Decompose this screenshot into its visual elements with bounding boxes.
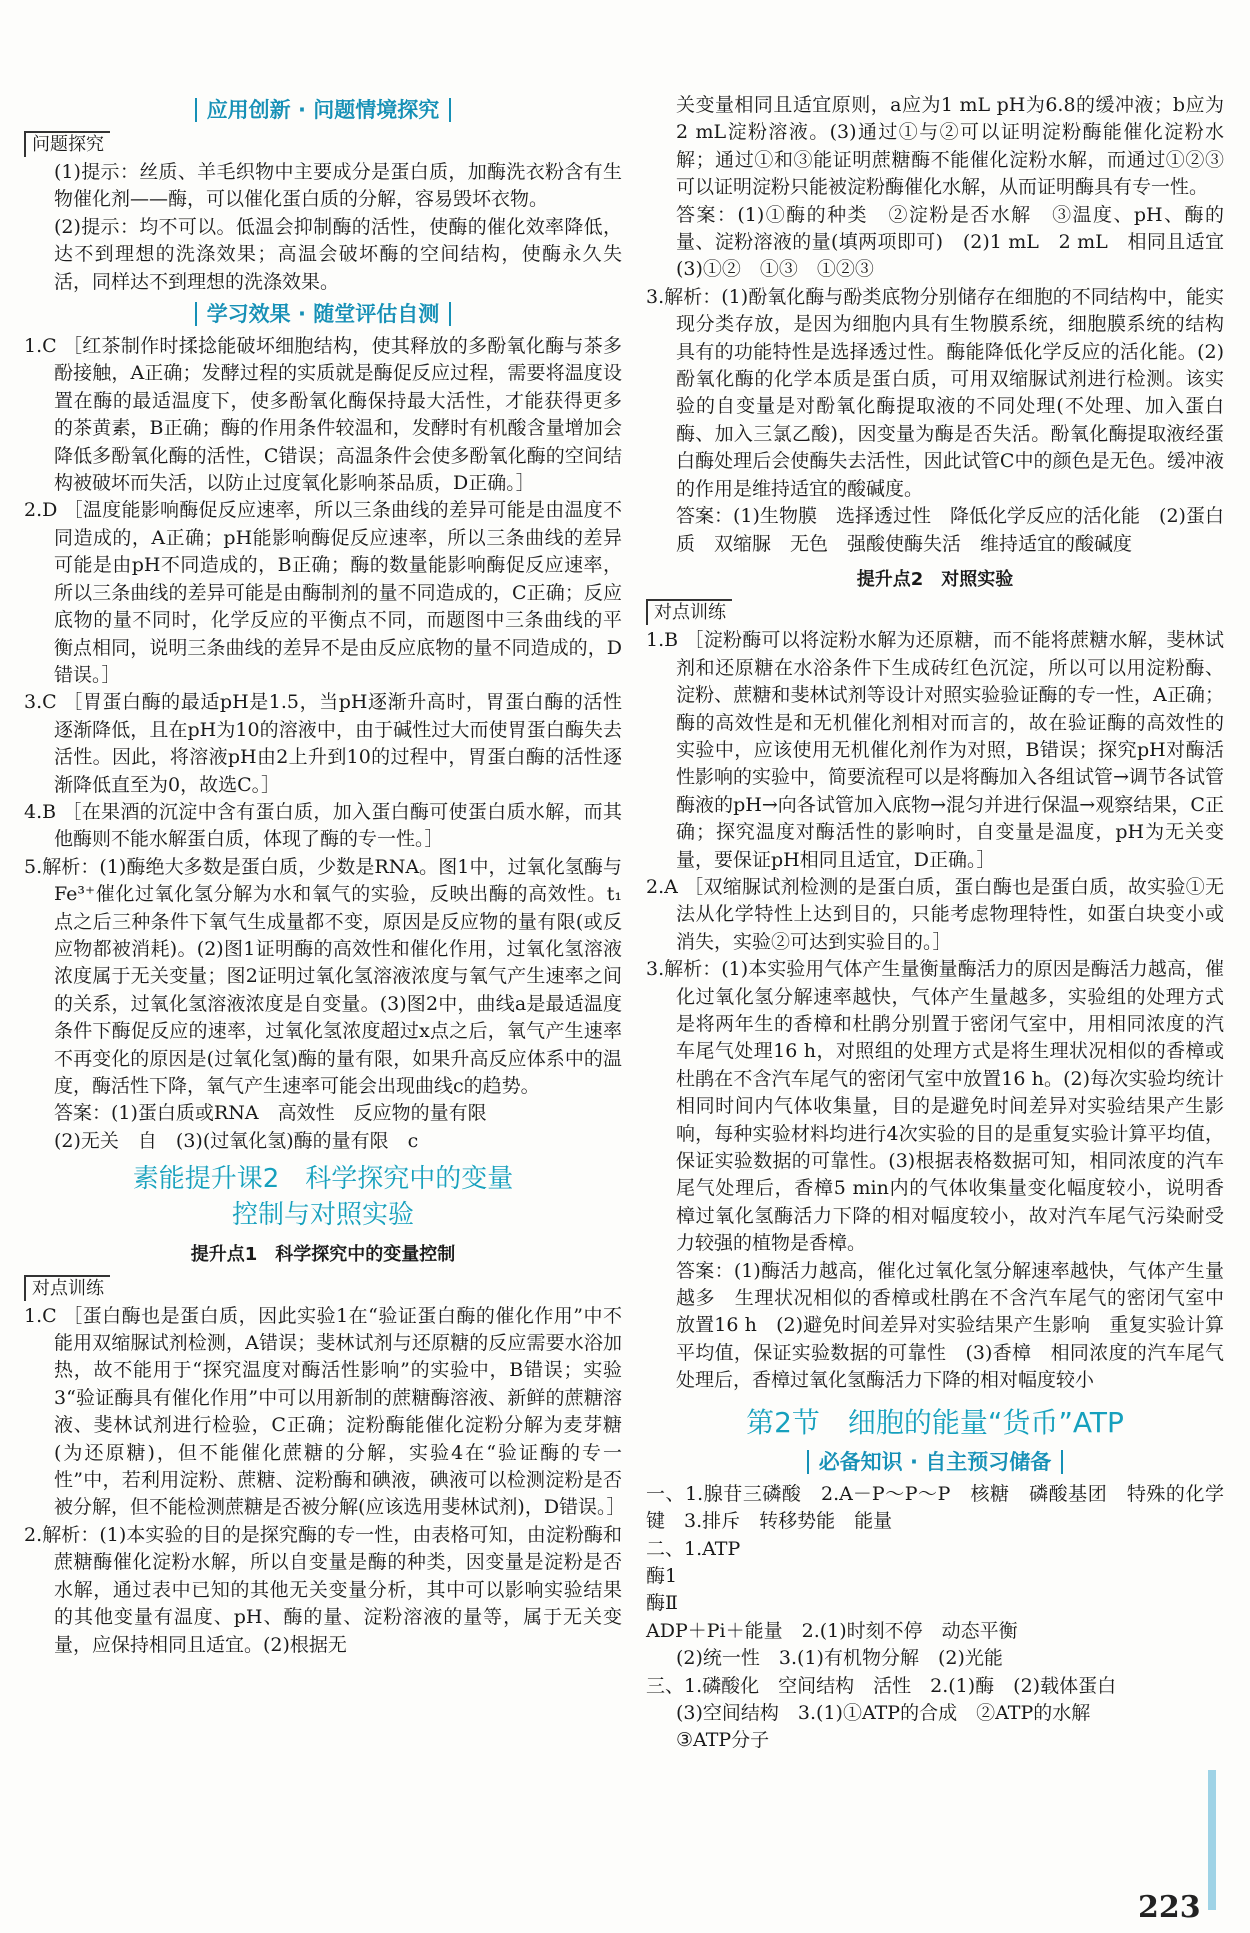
- answer-item: 2.解析：(1)本实验的目的是探究酶的专一性，由表格可知，由淀粉酶和蔗糖酶催化淀粉水解，所以自变量是酶的种类，因变量是淀粉是否水解，通过表中已知的其他无关变量分析，其中可以影响实验结果的其他变量有温度、pH、酶的量、淀粉溶液的量等，属于无关变量，应保持相同且适宜。(2)根据无: [24, 1523, 622, 1656]
- answer-key: (2)无关 自 (3)(过氧化氢)酶的量有限 c: [54, 1129, 419, 1152]
- left-column: [24, 92, 626, 1659]
- answer-item: 4.B ［在果酒的沉淀中含有蛋白质，加入蛋白酶可使蛋白质水解，而其他酶则不能水解蛋白质，体现了酶的专一性。］: [24, 800, 622, 851]
- banner-knowledge: 必备知识 · 自主预习储备: [646, 1447, 1224, 1477]
- answer-key: 答案：(1)生物膜 选择透过性 降低化学反应的活化能 (2)蛋白质 双缩脲 无色 强酸使酶失活 维持适宜的酸碱度: [676, 505, 1224, 555]
- answer-item: 3.解析：(1)本实验用气体产生量衡量酶活力的原因是酶活力越高，催化过氧化氢分解速率越快，气体产生量越多，实验组的处理方式是将两年生的香樟和杜鹃分别置于密闭气室中，用相同浓度的汽车尾气处理16 h，对照组的处理方式是将生理状况相似的香樟或杜鹃在不含汽车尾气的密闭气室中放置16 h。(2)每次实验均统计相同时间内气体收集量，目的是避免时间差异对实验结果产生影响，每种实验材料均进行4次实验的目的是重复实验计算平均值，保证实验数据的可靠性。(3)根据表格数据可知，相同浓度的汽车尾气处理后，香樟5 min内的气体收集量变化幅度较小，说明香樟过氧化氢酶活力下降的相对幅度较小，故对汽车尾气污染耐受力较强的植物是香樟。: [646, 958, 1224, 1255]
- section-title: 第2节 细胞的能量“货币”ATP: [746, 1405, 1124, 1439]
- knowledge-line: 二、1.ATP: [646, 1537, 741, 1560]
- answer-item: 2.A ［双缩脲试剂检测的是蛋白质，蛋白酶也是蛋白质，故实验①无法从化学特性上达到目的，只能考虑物理特性，如蛋白块变小或消失，实验②可达到实验目的。］: [646, 875, 1224, 953]
- tag-training: 对点训练: [24, 1275, 110, 1301]
- banner-application: 应用创新 · 问题情境探究: [24, 95, 622, 125]
- knowledge-line: ③ATP分子: [676, 1729, 770, 1752]
- banner-assessment: 学习效果 · 随堂评估自测: [24, 299, 622, 329]
- tag-problem-explore: 问题探究: [24, 131, 110, 157]
- knowledge-line: 三、1.磷酸化 空间结构 活性 2.(1)酶 (2)载体蛋白: [646, 1674, 1117, 1697]
- subheading: 提升点1 科学探究中的变量控制: [190, 1244, 456, 1266]
- right-column: 关变量相同且适宜原则，a应为1 mL pH为6.8的缓冲液；b应为2 mL淀粉溶液。(3)通过①与②可以证明淀粉酶能催化淀粉水解；通过①和③能证明蔗糖酶不能催化淀粉水解，而通过①②③可以证明淀粉只能被淀粉酶催化水解，从而证明酶具有专一性。 答案：(1)①酶的种类 ②淀粉是否水解 ③温度、pH、酶的量、淀粉溶液的量(填两项即可) (2)1 mL 2 mL 相同且适宜 (3)①② ①③ ①②③ 3.解析：(1)酚氧化酶与酚类底物分别储存在细胞的不同结构中，能实现分类存放，是因为细胞内具有生物膜系统，细胞膜系统的结构具有的功能特性是选择透过性。酶能降低化学反应的活化能。(2)酚氧化酶的化学本质是蛋白质，可用双缩脲试剂进行检测。该实验的自变量是对酚氧化酶提取液的不同处理(不处理、加入蛋白酶、加入三氯乙酸)，因变量为酶是否失活。酚氧化酶提取液经蛋白酶处理后会使酶失去活性，因此试管C中的颜色是无色。缓冲液的作用是维持适宜的酸碱度。 答案：(1)生物膜 选择透过性 降低化学反应的活化能 (2)蛋白质 双缩脲 无色 强酸使酶失活 维持适宜的酸碱度 提升点2 对照实验 对点训练 1.B ［淀粉酶可以将淀粉水解为还原糖，而不能将蔗糖水解，斐林试剂和还原糖在水浴条件下生成砖红色沉淀，所以可以用淀粉酶、淀粉、蔗糖和斐林试剂等设计对照实验验证酶的专一性，A正确；酶的高效性是和无机催化剂相对而言的，故在验证酶的高效性的实验中，应该使用无机催化剂作为对照，B错误；探究pH对酶活性影响的实验中，简要流程可以是将酶加入各组试管→调节各试管酶液的pH→向各试管加入底物→混匀并进行保温→观察结果，C正确；探究温度对酶活性的影响时，自变量是温度，pH为无关变量，要保证pH相同且适宜，D正确。］ 2.A ［双缩脲试剂检测的是蛋白质，蛋白酶也是蛋白质，故实验①无法从化学特性上达到目的，只能考虑物理特性，如蛋白块变小或消失，实验②可达到实验目的。］ 3.解析：(1)本实验用气体产生量衡量酶活力的原因是酶活力越高，催化过氧化氢分解速率越快，气体产生量越多，实验组的处理方式是将两年生的香樟和杜鹃分别置于密闭气室中，用相同浓度的汽车尾气处理16 h，对照组的处理方式是将生理状况相似的香樟或杜鹃在不含汽车尾气的密闭气室中放置16 h。(2)每次实验均统计相同时间内气体收集量，目的是避免时间差异对实验结果产生影响，每种实验材料均进行4次实验的目的是重复实验计算平均值，保证实验数据的可靠性。(3)根据表格数据可知，相同浓度的汽车尾气处理后，香樟5 min内的气体收集量变化幅度较小，说明香樟过氧化氢酶活力下降的相对幅度较小，故对汽车尾气污染耐受力较强的植物是香樟。 答案：(1)酶活力越高，催化过氧化氢分解速率越快，气体产生量越多 生理状况相似的香樟或杜鹃在不含汽车尾气的密闭气室中放置16 h (2)避免时间差异对实验结果产生影响 重复实验计算平均值，保证实验数据的可靠性 (3)香樟 相同浓度的汽车尾气处理后，香樟过氧化氢酶活力下降的相对幅度较小 第2节 细胞的能量“货币”ATP 必备知识 · 自主预习储备 一、1.腺苷三磷酸 2.A－P～P～P 核糖 磷酸基团 特殊的化学键 3.排斥 转移势能 能量 二、1.ATP 酶1 酶Ⅱ ADP＋Pi＋能量 2.(1)时刻不停 动态平衡 (2)统一性 3.(1)有机物分解 (2)光能 三、1.磷酸化 空间结构 活性 2.(1)酶 (2)载体蛋白 (3)空间结构 3.(1)①ATP的合成 ②ATP的水解 ③ATP分子: [646, 92, 1224, 1755]
- page-number: 223: [1138, 1890, 1201, 1925]
- answer-item: 3.解析：(1)酚氧化酶与酚类底物分别储存在细胞的不同结构中，能实现分类存放，是因为细胞内具有生物膜系统，细胞膜系统的结构具有的功能特性是选择透过性。酶能降低化学反应的活化能。(2)酚氧化酶的化学本质是蛋白质，可用双缩脲试剂进行检测。该实验的自变量是对酚氧化酶提取液的不同处理(不处理、加入蛋白酶、加入三氯乙酸)，因变量为酶是否失活。酚氧化酶提取液经蛋白酶处理后会使酶失去活性，因此试管C中的颜色是无色。缓冲液的作用是维持适宜的酸碱度。: [646, 285, 1224, 500]
- answer-paragraph: 关变量相同且适宜原则，a应为1 mL pH为6.8的缓冲液；b应为2 mL淀粉溶液。(3)通过①与②可以证明淀粉酶能催化淀粉水解；通过①和③能证明蔗糖酶不能催化淀粉水解，而通过①②③可以证明淀粉只能被淀粉酶催化水解，从而证明酶具有专一性。: [676, 94, 1224, 199]
- subheading: 提升点2 对照实验: [856, 568, 1014, 590]
- answer-key: 答案：(1)①酶的种类 ②淀粉是否水解 ③温度、pH、酶的量、淀粉溶液的量(填两项即可) (2)1 mL 2 mL 相同且适宜 (3)①② ①③ ①②③: [676, 203, 1244, 281]
- answer-key: 答案：(1)酶活力越高，催化过氧化氢分解速率越快，气体产生量越多 生理状况相似的香樟或杜鹃在不含汽车尾气的密闭气室中放置16 h (2)避免时间差异对实验结果产生影响 重复实验计算平均值，保证实验数据的可靠性 (3)香樟 相同浓度的汽车尾气处理后，香樟过氧化氢酶活力下降的相对幅度较小: [676, 1259, 1224, 1392]
- knowledge-line: (3)空间结构 3.(1)①ATP的合成 ②ATP的水解: [676, 1701, 1091, 1724]
- tag-training: 对点训练: [646, 599, 732, 625]
- lesson-title: 素能提升课2 科学探究中的变量 控制与对照实验: [132, 1164, 514, 1231]
- answer-item: 5.解析：(1)酶绝大多数是蛋白质，少数是RNA。图1中，过氧化氢酶与Fe³⁺催化过氧化氢分解为水和氧气的实验，反映出酶的高效性。t₁点之后三种条件下氧气生成量都不变，原因是反应物的量有限(或反应物都被消耗)。(2)图1证明酶的高效性和催化作用，过氧化氢溶液浓度属于无关变量；图2证明过氧化氢溶液浓度与氧气产生速率之间的关系，过氧化氢溶液浓度是自变量。(3)图2中，曲线a是最适温度条件下酶促反应的速率，过氧化氢浓度超过x点之后，氧气产生速率不再变化的原因是(过氧化氢)酶的量有限，如果升高反应体系中的温度，酶活性下降，氧气产生速率可能会出现曲线c的趋势。: [24, 855, 622, 1097]
- answer-paragraph: (1)提示：丝质、羊毛织物中主要成分是蛋白质，加酶洗衣粉含有生物催化剂——酶，可以催化蛋白质的分解，容易毁坏衣物。: [54, 161, 622, 211]
- answer-item: 3.C ［胃蛋白酶的最适pH是1.5，当pH逐渐升高时，胃蛋白酶的活性逐渐降低，且在pH为10的溶液中，由于碱性过大而使胃蛋白酶失去活性。因此，将溶液pH由2上升到10的过程中，胃蛋白酶的活性逐渐降低直至为0，故选C。］: [24, 691, 622, 796]
- knowledge-line: 一、1.腺苷三磷酸 2.A－P～P～P 核糖 磷酸基团 特殊的化学键 3.排斥 转移势能 能量: [646, 1482, 1224, 1533]
- page-edge-strip: [1208, 1770, 1216, 1910]
- answer-key: 答案：(1)蛋白质或RNA 高效性 反应物的量有限: [54, 1102, 487, 1125]
- answer-item: 1.C ［蛋白酶也是蛋白质，因此实验1在“验证蛋白酶的催化作用”中不能用双缩脲试剂检测，A错误；斐林试剂与还原糖的反应需要水浴加热，故不能用于“探究温度对酶活性影响”的实验中，B错误；实验3“验证酶具有催化作用”中可以用新制的蔗糖酶溶液、新鲜的蔗糖溶液、斐林试剂进行检验，C正确；淀粉酶能催化淀粉分解为麦芽糖(为还原糖)，但不能催化蔗糖的分解，实验4在“验证酶的专一性”中，若利用淀粉、蔗糖、淀粉酶和碘液，碘液可以检测淀粉是否被分解，但不能检测蔗糖是否被分解(应该选用斐林试剂)，D错误。］: [24, 1304, 626, 1519]
- answer-item: 1.C ［红茶制作时揉捻能破坏细胞结构，使其释放的多酚氧化酶与茶多酚接触，A正确；发酵过程的实质就是酶促反应过程，需要将温度设置在酶的最适温度下，使多酚氧化酶保持最大活性，才能获得更多的茶黄素，B正确；酶的作用条件较温和，发酵时有机酸含量增加会降低多酚氧化酶的活性，C错误；高温条件会使多酚氧化酶的空间结构被破坏而失活，以防止过度氧化影响茶品质，D正确。］: [24, 335, 622, 495]
- answer-paragraph: (2)提示：均不可以。低温会抑制酶的活性，使酶的催化效率降低，达不到理想的洗涤效果；高温会破坏酶的空间结构，使酶永久失活，同样达不到理想的洗涤效果。: [54, 215, 622, 293]
- knowledge-line: (2)统一性 3.(1)有机物分解 (2)光能: [676, 1647, 1003, 1670]
- answer-item: 1.B ［淀粉酶可以将淀粉水解为还原糖，而不能将蔗糖水解，斐林试剂和还原糖在水浴条件下生成砖红色沉淀，所以可以用淀粉酶、淀粉、蔗糖和斐林试剂等设计对照实验验证酶的专一性，A正确；酶的高效性是和无机催化剂相对而言的，故在验证酶的高效性的实验中，应该使用无机催化剂作为对照，B错误；探究pH对酶活性影响的实验中，简要流程可以是将酶加入各组试管→调节各试管酶液的pH→向各试管加入底物→混匀并进行保温→观察结果，C正确；探究温度对酶活性的影响时，自变量是温度，pH为无关变量，要保证pH相同且适宜，D正确。］: [646, 629, 1224, 871]
- answer-item: 2.D ［温度能影响酶促反应速率，所以三条曲线的差异可能是由温度不同造成的，A正确；pH能影响酶促反应速率，所以三条曲线的差异可能是由pH不同造成的，B正确；酶的数量能影响酶促反应速率，所以三条曲线的差异可能是由酶制剂的量不同造成的，C正确；反应底物的量不同时，化学反应的平衡点不同，而题图中三条曲线的平衡点相同，说明三条曲线的差异不是由反应底物的量不同造成的，D错误。］: [24, 499, 622, 686]
